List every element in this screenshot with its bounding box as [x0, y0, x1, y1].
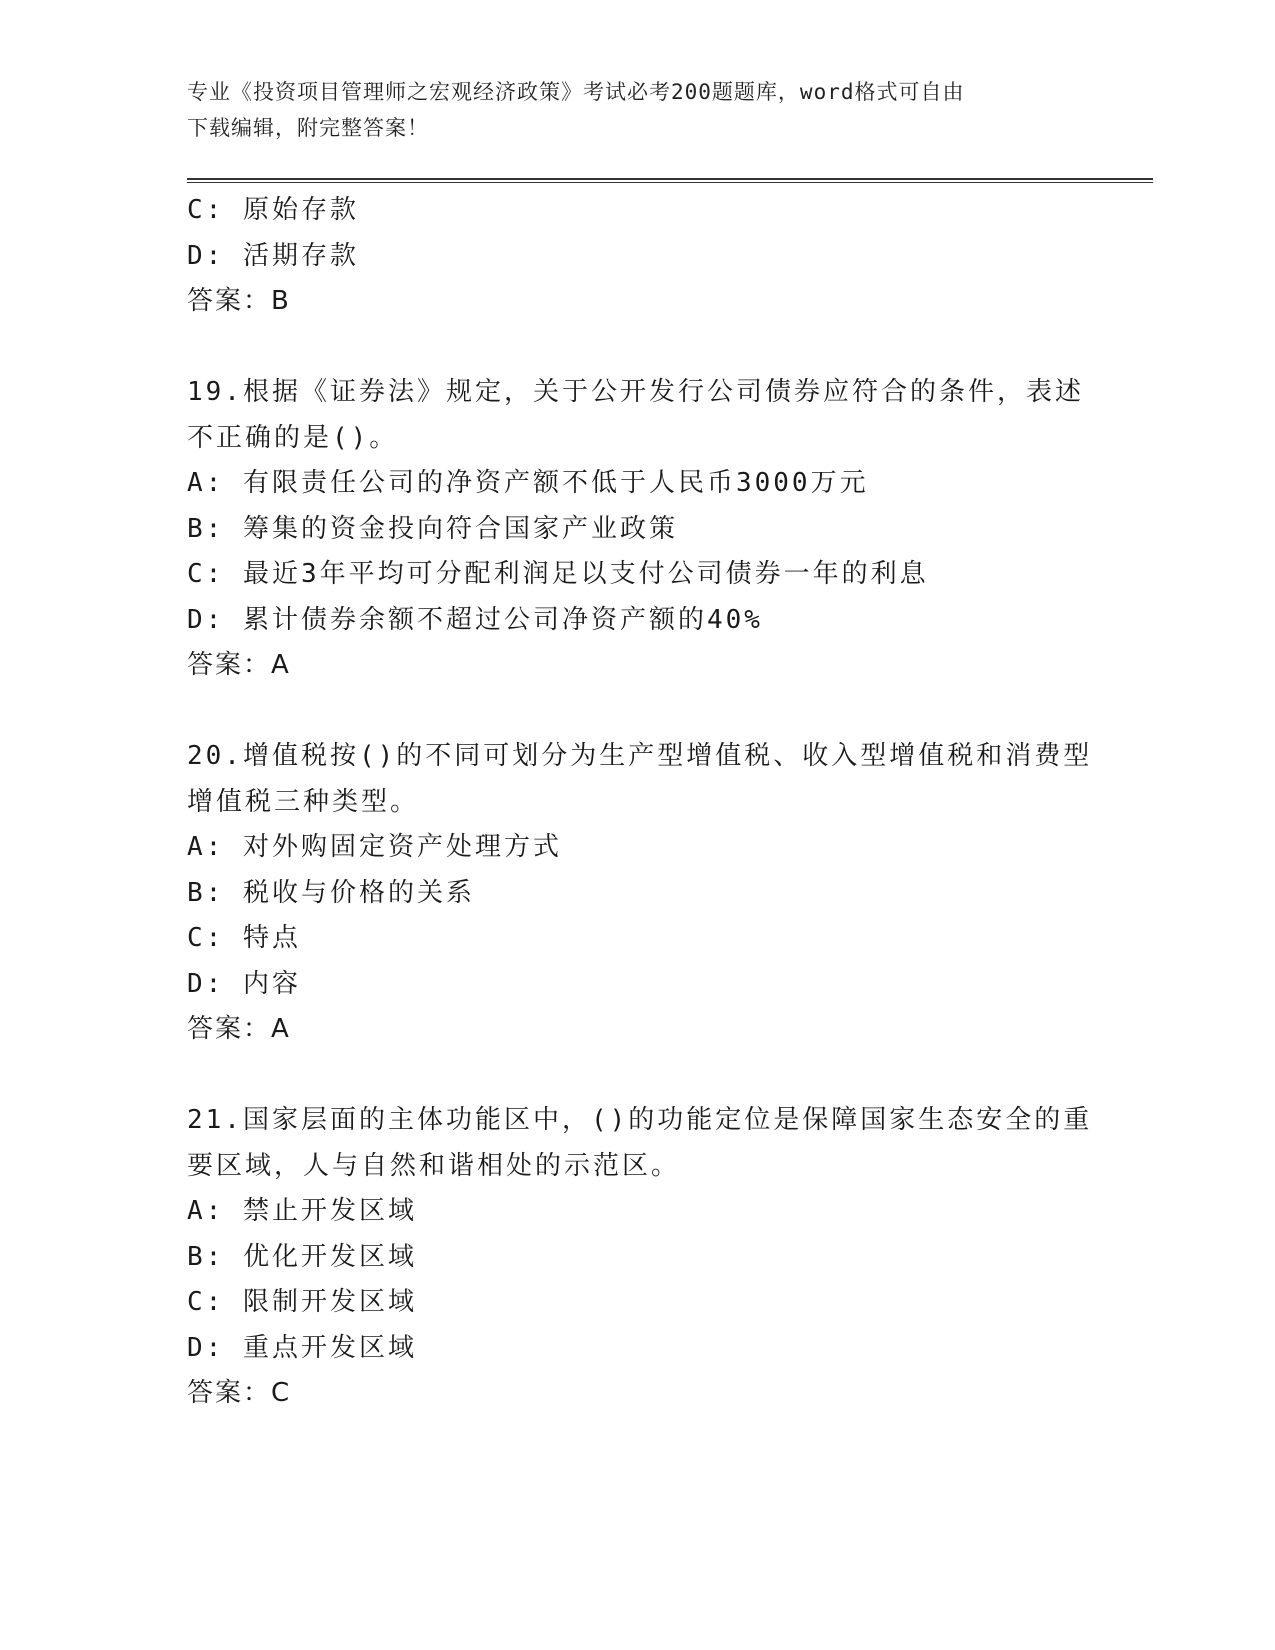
- option-b: B: 优化开发区域: [187, 1241, 417, 1272]
- option-a: A: 禁止开发区域: [187, 1196, 417, 1226]
- option-c: C: 限制开发区域: [187, 1287, 417, 1317]
- option-b: B: 税收与价格的关系: [187, 877, 475, 908]
- question-21: [187, 1098, 1093, 1417]
- answer-line: 答案：A: [187, 1014, 291, 1044]
- question-stem-line-2: 要区域，人与自然和谐相处的示范区。: [187, 1150, 681, 1181]
- answer-line: 答案：A: [187, 650, 291, 680]
- option-d: D: 重点开发区域: [187, 1332, 417, 1363]
- question-20: [187, 734, 1093, 1053]
- spacer: [187, 1053, 1087, 1099]
- option-b: B: 筹集的资金投向符合国家产业政策: [187, 513, 678, 544]
- option-c: C: 原始存款: [187, 195, 359, 225]
- question-stem-line-2: 不正确的是()。: [187, 422, 399, 453]
- option-d: D: 累计债券余额不超过公司净资产额的40%: [187, 604, 763, 635]
- answer-line: 答案：C: [187, 1378, 292, 1408]
- option-c: C: 特点: [187, 923, 301, 953]
- option-a: A: 对外购固定资产处理方式: [187, 832, 562, 862]
- answer-line: 答案：B: [187, 286, 291, 316]
- question-stem-line-1: 21.国家层面的主体功能区中，()的功能定位是保障国家生态安全的重: [187, 1105, 1093, 1135]
- header-line-2: 下载编辑，附完整答案！: [187, 116, 429, 140]
- option-d: D: 内容: [187, 968, 301, 999]
- spacer: [187, 325, 1087, 371]
- option-a: A: 有限责任公司的净资产额不低于人民币3000万元: [187, 468, 869, 498]
- header-line-1: 专业《投资项目管理师之宏观经济政策》考试必考200题题库，word格式可自由: [187, 80, 965, 104]
- header-divider: [187, 178, 1153, 183]
- question-stem-line-2: 增值税三种类型。: [187, 786, 420, 817]
- option-c: C: 最近3年平均可分配利润足以支付公司债券一年的利息: [187, 559, 929, 589]
- question-19: [187, 370, 1087, 689]
- option-d: D: 活期存款: [187, 240, 359, 271]
- question-18-continuation: [187, 188, 1087, 325]
- question-stem-line-1: 19.根据《证券法》规定，关于公开发行公司债券应符合的条件，表述: [187, 377, 1084, 407]
- page-header: [187, 74, 1067, 146]
- question-stem-line-1: 20.增值税按()的不同可划分为生产型增值税、收入型增值税和消费型: [187, 741, 1093, 771]
- question-list: [187, 188, 1093, 1417]
- spacer: [187, 689, 1087, 735]
